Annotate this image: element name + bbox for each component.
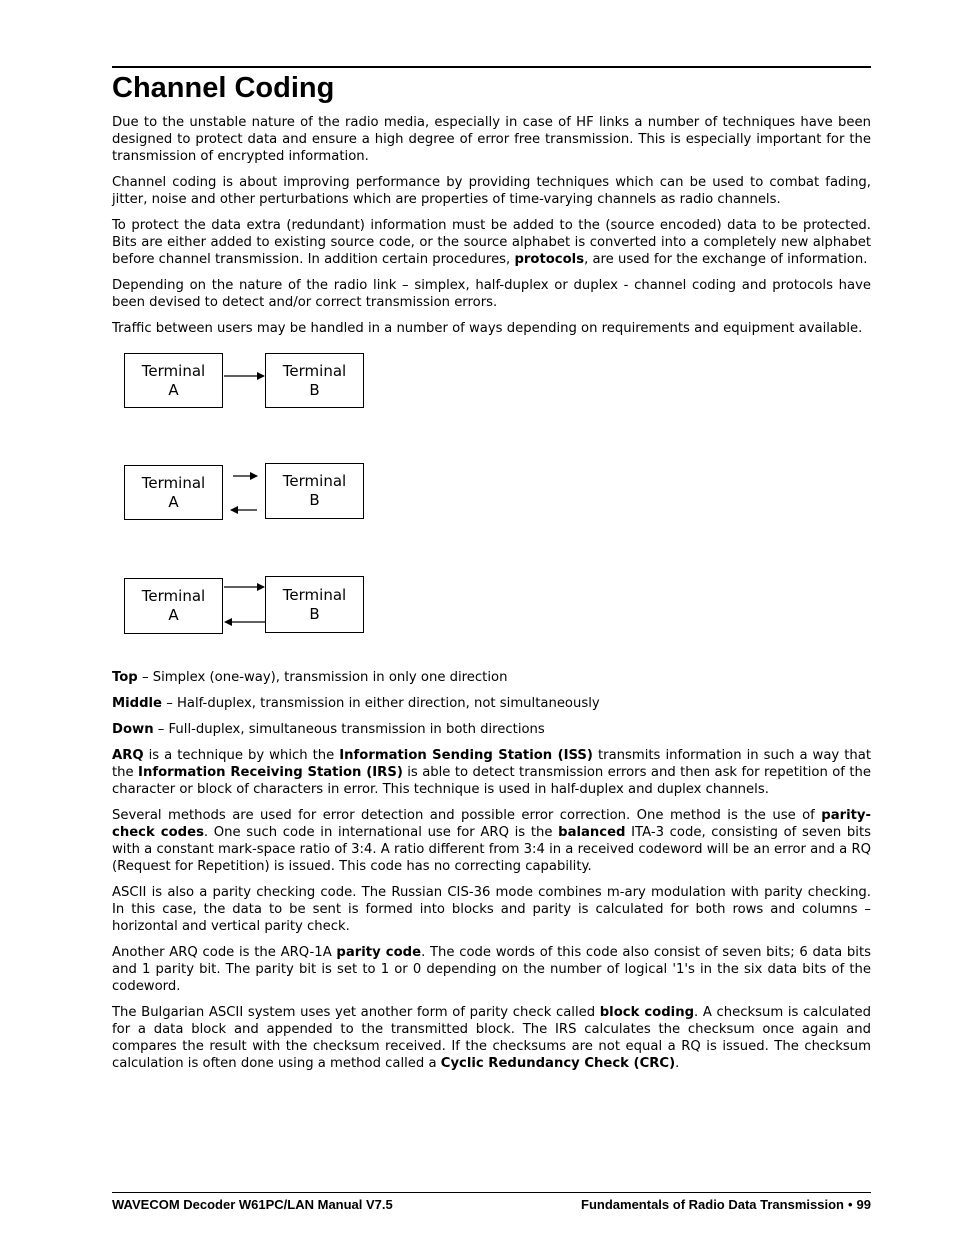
paragraph-ascii: ASCII is also a parity checking code. The Russian CIS-36 mode combines m-ary modulation with parity checking. In this case, the data to be sent is formed into blocks and parity is calculated for both rows and columns – horizontal and vertical parity check. [112,885,871,934]
transmission-arrows [112,353,412,653]
legend-middle: Middle – Half-duplex, transmission in either direction, not simultaneously [112,696,600,711]
footer-manual-title: WAVECOM Decoder W61PC/LAN Manual V7.5 [112,1197,393,1212]
footer-page-number: 99 [856,1197,871,1212]
paragraph-traffic: Traffic between users may be handled in a number of ways depending on requirements and equipment available. [112,321,863,336]
half-duplex-terminal-b: Terminal B [265,463,364,519]
full-duplex-terminal-a: Terminal A [124,578,223,634]
page-footer [112,1192,871,1213]
footer-section-title: Fundamentals of Radio Data Transmission [581,1197,844,1212]
paragraph-arq1a: Another ARQ code is the ARQ-1A parity code. The code words of this code also consist of seven bits; 6 data bits and 1 parity bit. The parity bit is set to 1 or 0 depending on the number of logical '1's in the six data bits of the codeword. [112,945,871,994]
half-duplex-terminal-a: Terminal A [124,465,223,520]
paragraph-radio-link: Depending on the nature of the radio link – simplex, half-duplex or duplex - channel coding and protocols have been devised to detect and/or correct transmission errors. [112,278,871,310]
paragraph-methods: Several methods are used for error detection and possible error correction. One method is the use of parity-check codes. One such code in international use for ARQ is the balanced ITA-3 code, consisting of seven bits with a constant mark-space ratio of 3:4. A ratio different from 3:4 in a received codeword will be an error and a RQ (Request for Repetition) is issued. This code has no correcting capability. [112,808,871,874]
paragraph-intro-1: Due to the unstable nature of the radio media, especially in case of HF links a number of techniques have been designed to protect data and ensure a high degree of error free transmission. This is especially important for the transmission of encrypted information. [112,115,871,164]
legend-top: Top – Simplex (one-way), transmission in only one direction [112,670,508,685]
page-content [112,66,871,1081]
page-title: Channel Coding [112,72,335,104]
paragraph-arq: ARQ is a technique by which the Information Sending Station (ISS) transmits information in such a way that the Information Receiving Station (IRS) is able to detect transmission errors and then ask for repetition of the character or block of characters in error. This technique is used in half-duplex and duplex channels. [112,748,871,797]
paragraph-bulgarian: The Bulgarian ASCII system uses yet another form of parity check called block coding. A checksum is calculated for a data block and appended to the transmitted block. The IRS calculates the checksum once again and compares the result with the checksum received. If the checksums are not equal a RQ is issued. The checksum calculation is often done using a method called a Cyclic Redundancy Check (CRC). [112,1005,871,1071]
top-rule [112,66,871,68]
paragraph-protect: To protect the data extra (redundant) information must be added to the (source encoded) data to be protected. Bits are either added to existing source code, or the source alphabet is converted into a completely new alphabet before channel transmission. In addition certain procedures, protocols, are used for the exchange of information. [112,218,871,267]
footer-bullet: • [847,1197,853,1212]
simplex-terminal-b: Terminal B [265,353,364,408]
footer-section [577,1197,871,1213]
transmission-modes-diagram [112,353,871,653]
paragraph-intro-2: Channel coding is about improving performance by providing techniques which can be used to combat fading, jitter, noise and other perturbations which are properties of time-varying channels as radio channels. [112,175,871,207]
simplex-terminal-a: Terminal A [124,353,223,408]
legend-down: Down – Full-duplex, simultaneous transmission in both directions [112,722,545,737]
full-duplex-terminal-b: Terminal B [265,576,364,633]
